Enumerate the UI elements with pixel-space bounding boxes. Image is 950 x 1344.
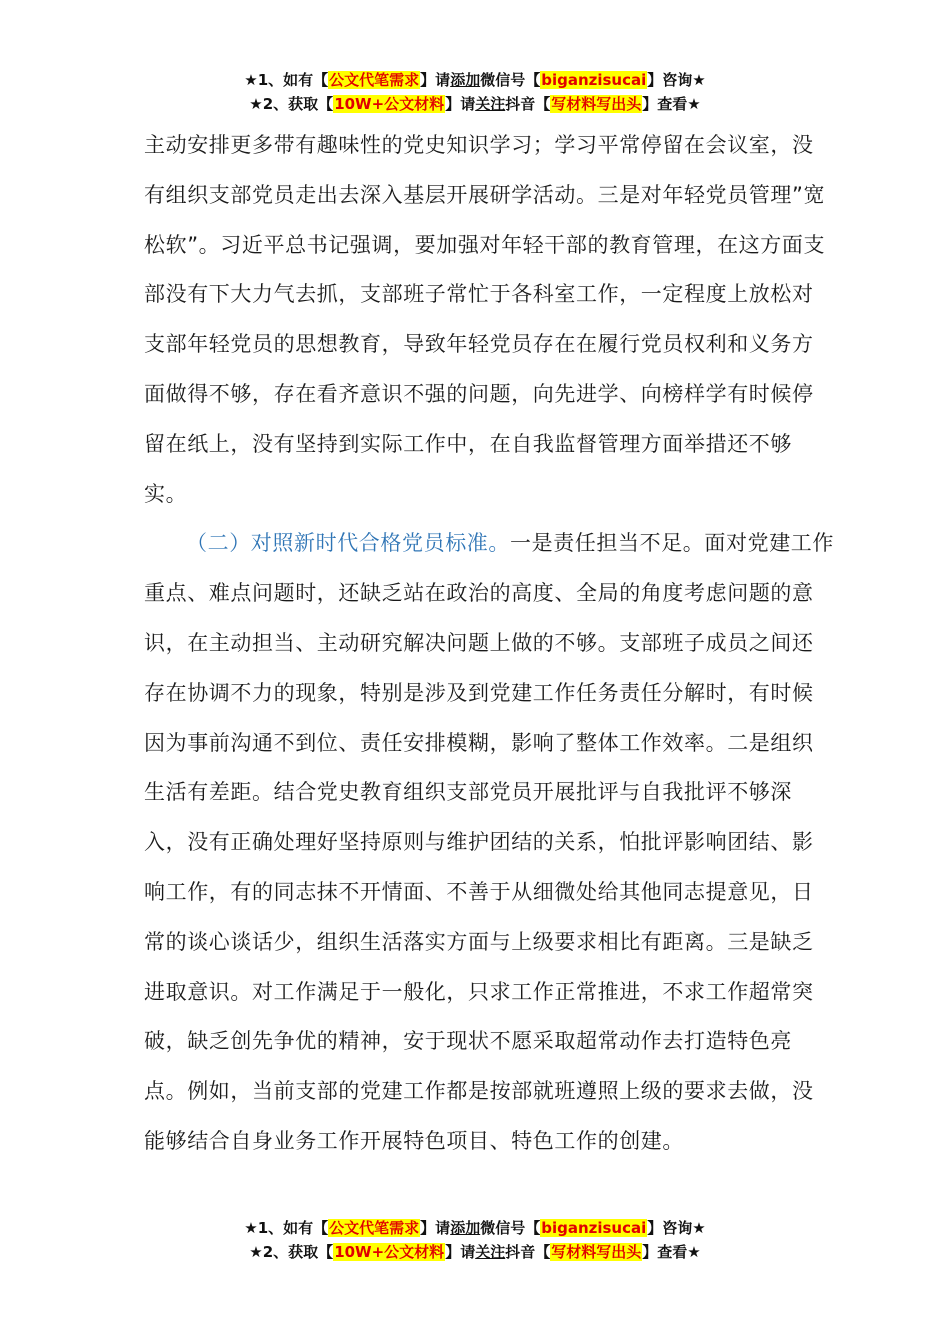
banner-line-2: ★2、获取【10W+公文材料】请关注抖音【写材料写出头】查看★ — [249, 1243, 701, 1261]
highlight-service: 公文代笔需求 — [329, 1219, 420, 1237]
banner-line-1: ★1、如有【公文代笔需求】请添加微信号【biganzisucai】咨询★ — [244, 71, 706, 89]
highlight-materials: 10W+公文材料 — [334, 1243, 445, 1261]
section-heading: （二）对照新时代合格党员标准。 — [186, 531, 510, 556]
highlight-materials: 10W+公文材料 — [334, 95, 445, 113]
highlight-wechat-id: biganzisucai — [541, 1219, 647, 1237]
highlight-wechat-id: biganzisucai — [541, 71, 647, 89]
footer-banner — [0, 1216, 950, 1264]
highlight-douyin: 写材料写出头 — [551, 95, 642, 113]
document-body — [144, 121, 834, 1167]
highlight-douyin: 写材料写出头 — [551, 1243, 642, 1261]
banner-line-2: ★2、获取【10W+公文材料】请关注抖音【写材料写出头】查看★ — [249, 95, 701, 113]
paragraph-2 — [144, 519, 834, 1166]
banner-line-1: ★1、如有【公文代笔需求】请添加微信号【biganzisucai】咨询★ — [244, 1219, 706, 1237]
header-banner — [0, 68, 950, 116]
highlight-service: 公文代笔需求 — [329, 71, 420, 89]
paragraph-2-body: 一是责任担当不足。面对党建工作重点、难点问题时，还缺乏站在政治的高度、全局的角度考虑问题的意识，在主动担当、主动研究解决问题上做的不够。支部班子成员之间还存在协调不力的现象，特别是涉及到党建工作任务责任分解时，有时候因为事前沟通不到位、责任安排模糊，影响了整体工作效率。二是组织生活有差距。结合党史教育组织支部党员开展批评与自我批评不够深入，没有正确处理好坚持原则与维护团结的关系，怕批评影响团结、影响工作，有的同志抹不开情面、不善于从细微处给其他同志提意见，日常的谈心谈话少，组织生活落实方面与上级要求相比有距离。三是缺乏进取意识。对工作满足于一般化，只求工作正常推进，不求工作超常突破，缺乏创先争优的精神，安于现状不愿采取超常动作去打造特色亮点。例如，当前支部的党建工作都是按部就班遵照上级的要求去做，没能够结合自身业务工作开展特色项目、特色工作的创建。 — [144, 531, 834, 1153]
paragraph-1: 主动安排更多带有趣味性的党史知识学习；学习平常停留在会议室，没有组织支部党员走出去深入基层开展研学活动。三是对年轻党员管理”宽松软”。习近平总书记强调，要加强对年轻干部的教育管理，在这方面支部没有下大力气去抓，支部班子常忙于各科室工作，一定程度上放松对支部年轻党员的思想教育，导致年轻党员存在在履行党员权利和义务方面做得不够，存在看齐意识不强的问题，向先进学、向榜样学有时候停留在纸上，没有坚持到实际工作中，在自我监督管理方面举措还不够实。 — [144, 133, 826, 506]
